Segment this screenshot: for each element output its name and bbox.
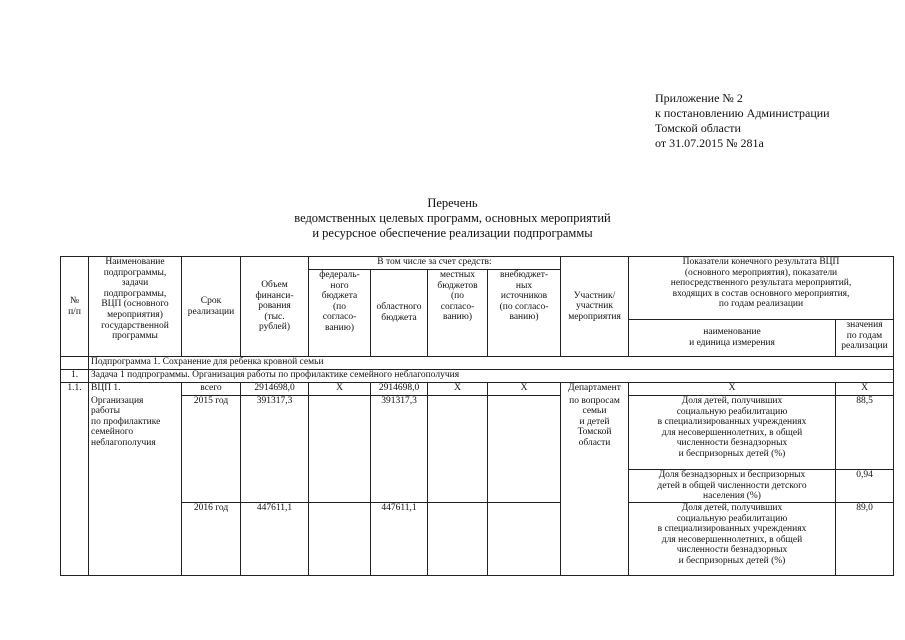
- row-volume: 447611,1: [241, 503, 309, 576]
- row-federal: [309, 503, 371, 576]
- header-indicators: Показатели конечного результата ВЦП (основного мероприятия), показатели непосредственного результата мероприятий, входящих в состав основного мероприятия, по годам реализации: [629, 257, 894, 320]
- appendix-line: от 31.07.2015 № 281а: [655, 136, 764, 150]
- row-local: [428, 396, 488, 503]
- row-extra: [488, 503, 561, 576]
- task-number: 1.: [61, 370, 89, 383]
- header-participant: Участник/ участник мероприятия: [561, 257, 629, 357]
- subprogram-row: Подпрограмма 1. Сохранение для ребенка кровной семьи: [89, 357, 894, 370]
- header-volume: Объем финанси- рования (тыс. рублей): [241, 257, 309, 357]
- indicator-value: X: [836, 383, 894, 396]
- header-local: местных бюджетов (по согласо- ванию): [428, 270, 488, 357]
- row-federal: X: [309, 383, 371, 396]
- participant-name: по вопросам семьи и детей Томской области: [561, 396, 629, 576]
- indicator-value: 89,0: [836, 503, 894, 576]
- row-term: 2016 год: [182, 503, 241, 576]
- appendix-line: к постановлению Администрации: [655, 106, 830, 120]
- header-indicator-value: значения по годам реализации: [836, 320, 894, 357]
- header-indicator-name: наименование и единица измерения: [629, 320, 836, 357]
- indicator-value: 88,5: [836, 396, 894, 470]
- row-volume: 391317,3: [241, 396, 309, 503]
- header-term: Срок реализации: [182, 257, 241, 357]
- document-title: [0, 196, 905, 241]
- header-name: Наименование подпрограммы, задачи подпрограммы, ВЦП (основного мероприятия) государственной программы: [89, 257, 182, 357]
- title-line: и ресурсное обеспечение реализации подпрограммы: [312, 226, 593, 240]
- vcp-name: Организация работы по профилактике семейного неблагополучия: [89, 396, 182, 576]
- task-row: Задача 1 подпрограммы. Организация работы по профилактике семейного неблагополучия: [89, 370, 894, 383]
- row-federal: [309, 396, 371, 503]
- row-regional: 447611,1: [371, 503, 428, 576]
- row-volume: 2914698,0: [241, 383, 309, 396]
- header-extra: внебюджет- ных источников (по согласо- ванию): [488, 270, 561, 357]
- indicator-name: Доля детей, получивших социальную реабилитацию в специализированных учреждениях для несовершеннолетних, в общей численности безнадзорных и беспризорных детей (%): [629, 396, 836, 470]
- header-federal: федераль- ного бюджета (по согласо- ванию): [309, 270, 371, 357]
- row-local: [428, 503, 488, 576]
- indicator-name: Доля детей, получивших социальную реабилитацию в специализированных учреждениях для несовершеннолетних, в общей численности безнадзорных и беспризорных детей (%): [629, 503, 836, 576]
- participant-head: Департамент: [561, 383, 629, 396]
- indicator-name: Доля безнадзорных и беспризорных детей в общей численности детского населения (%): [629, 470, 836, 503]
- vcp-number: 1.1.: [61, 383, 89, 576]
- indicator-name: X: [629, 383, 836, 396]
- appendix-block: [655, 91, 830, 151]
- title-line: ведомственных целевых программ, основных мероприятий: [294, 211, 611, 225]
- header-including: В том числе за счет средств:: [309, 257, 561, 270]
- appendix-line: Приложение № 2: [655, 91, 743, 105]
- row-term: всего: [182, 383, 241, 396]
- indicator-value: 0,94: [836, 470, 894, 503]
- row-regional: 2914698,0: [371, 383, 428, 396]
- vcp-name-head: ВЦП 1.: [89, 383, 182, 396]
- row-local: X: [428, 383, 488, 396]
- program-table: [60, 256, 894, 576]
- row-extra: X: [488, 383, 561, 396]
- row-term: 2015 год: [182, 396, 241, 503]
- appendix-line: Томской области: [655, 121, 741, 135]
- row-regional: 391317,3: [371, 396, 428, 503]
- title-line: Перечень: [427, 196, 478, 210]
- header-num: № п/п: [61, 257, 89, 357]
- row-extra: [488, 396, 561, 503]
- header-regional: областного бюджета: [371, 270, 428, 357]
